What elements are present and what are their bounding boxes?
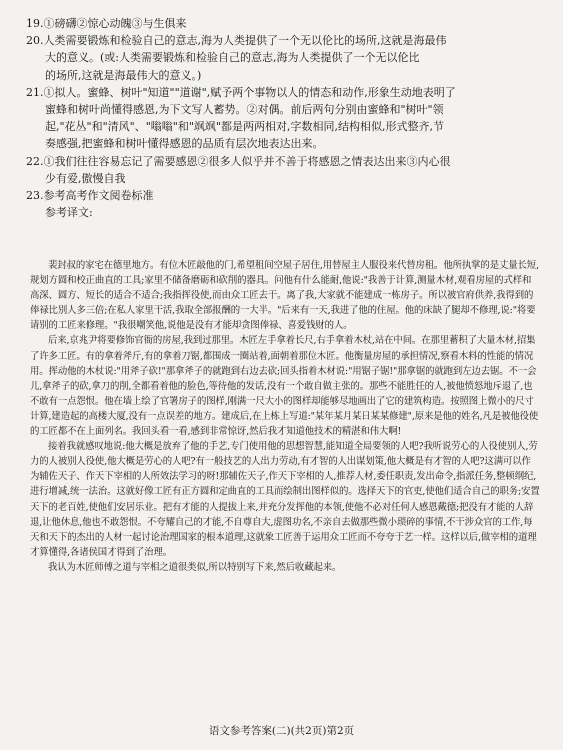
translation-paragraph: 我认为木匠师傅之道与宰相之道很类似,所以特别写下来,然后收藏起来。 bbox=[48, 561, 342, 573]
translation-paragraph: 裴封叔的家宅在德里地方。有位木匠敲他的门,希望租间空屋子居住,用替屋主人服役来代替房租。他所执掌的是丈量长短,规划方圆和校正曲直的工具;家里不储备磨砺和砍削的器具。问他有什么能耐,他说:"我善于计算,测量木材,观看房屋的式样和高深、圆方、短长的适合不适合;我指挥役使,而由众工匠去干。离了我,大家就不能建成一栋房子。所以被官府供养,我得到的俸禄比别人多三倍;在私人家里干活,我取全部报酬的一大半。"后来有一天,我进了他的住屋。他的床缺了腿却不修理,说:"将要请别的工匠来修理。"我很嘲笑他,说他是没有才能却贪图俸禄、喜爱钱财的人。 bbox=[30, 260, 539, 332]
answer-20-line3: 的场所,这就是海最伟大的意义。) bbox=[45, 68, 202, 82]
answer-21: 21.①拟人。蜜蜂、树叶"知道""道谢",赋予两个事物以人的情态和动作,形象生动地表明了 bbox=[26, 85, 456, 99]
answer-20: 20.人类需要锻炼和检验自己的意志,海为人类提供了一个无以伦比的场所,这就是海最伟 bbox=[26, 34, 447, 48]
translation-heading: 参考译文: bbox=[45, 206, 93, 220]
answer-22: 22.①我们往往容易忘记了需要感恩②很多人似乎并不善于将感恩之情表达出来③内心很 bbox=[26, 154, 451, 168]
translation-paragraph: 后来,京兆尹将要修饰官衙的房屋,我到过那里。木匠左手拿着长尺,右手拿着木杖,站在中间。在那里蓄积了大量木材,招集了许多工匠。有的拿着斧斤,有的拿着刀锯,都围成一圈站着,面朝着那位木匠。他衡量房屋的承担情况,察看木料的性能的情况用。挥动他的木杖说:"用斧子砍!"那拿斧子的就跑到右边去砍;回头指着木材说:"用锯子锯!"那拿锯的就跑到左边去锯。不一会儿,拿斧子的砍,拿刀的削,全都看着他的脸色,等待他的发话,没有一个敢自做主张的。那些不能胜任的人,被他愤怒地斥退了,也不敢有一点怨恨。他在墙上绘了官署房子的图样,刚满一尺大小的图样却能够尽地画出了它的建筑构造。按照图上微小的尺寸计算,建造起的高楼大厦,没有一点误差的地方。建成后,在上栋上写道:"某年某月某日某某修建",原来是他的姓名,凡是被他役使的工匠都不在上面列名。我回头看一看,感到非常惊讶,然后我才知道他技术的精湛和伟大啊! bbox=[30, 335, 539, 438]
page-footer: 语文参考答案(二)(共2页)第2页 bbox=[208, 725, 355, 737]
answer-19: 19.①磅礴②惊心动魄③与生俱来 bbox=[26, 17, 187, 30]
translation-paragraph: 接着我就感叹地说:他大概是放弃了他的手艺,专门使用他的思想智慧,能知道全局要领的人吧?我听说劳心的人役使别人,劳力的人被别人役使,他大概是劳心的人吧?有一般技艺的人出力劳动,有才智的人出谋划策,他大概是有才智的人吧?这满可以作为辅佐天子、作天下宰相的人所效法学习的呀!那辅佐天子,作天下宰相的人,推荐人材,委任职责,发出命令,指派任务,整顿纲纪,进行增减,统一法治。这就好像工匠有正方圆和定曲直的工具而绘制出图样似的。选择天下的官吏,使他们适合自己的职务;安置天下的老百姓,使他们安居乐业。把有才能的人提拔上来,并充分发挥他的本领,使他不必对任何人感恩戴德;把没有才能的人辞退,让他休息,他也不敢怨恨。不夸耀自己的才能,不自尊自大,虚图功名,不亲自去做那些微小琐碎的事情,不干涉众官的工作,每天和天下的杰出的人材一起讨论治理国家的根本道理,这就象工匠善于运用众工匠而不夸夸于艺一样。这样以后,做宰相的道理才算懂得,各诸侯国才得到了治理。 bbox=[30, 441, 540, 558]
answer-21-line4: 奏感强,把蜜蜂和树叶懂得感恩的品质有层次地表达出来。 bbox=[45, 137, 324, 151]
answer-21-line3: 起,"花丛"和"清风"、"嗡嗡"和"飒飒"都是两两相对,字数相同,结构相似,形式整齐,节 bbox=[45, 120, 444, 134]
answer-21-line2: 蜜蜂和树叶尚懂得感恩,为下文写人蓄势。②对偶。前后两句分别由蜜蜂和"树叶"领 bbox=[45, 103, 444, 117]
answer-23: 23.参考高考作文阅卷标准 bbox=[26, 189, 154, 203]
answer-section bbox=[26, 15, 540, 221]
answer-22-line2: 少有爱,傲慢自我 bbox=[45, 171, 126, 185]
translation-text bbox=[30, 258, 540, 575]
answer-20-line2: 大的意义。(或:人类需要锻炼和检验自己的意志,海为人类提供了一个无以伦比 bbox=[45, 51, 420, 65]
